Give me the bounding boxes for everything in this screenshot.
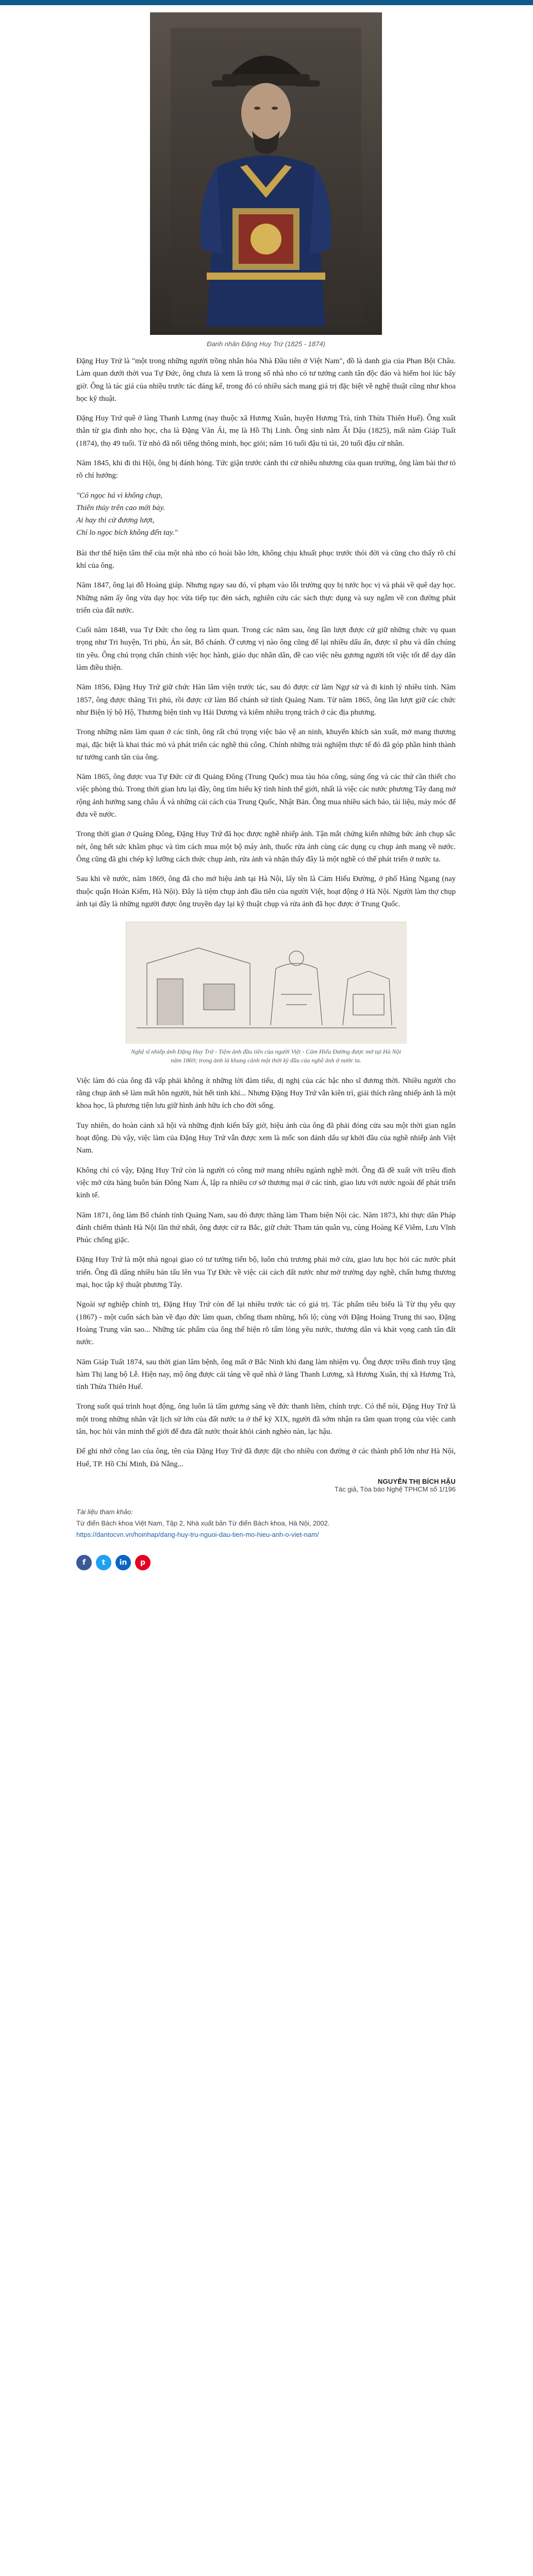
poem-line: Chỉ lo ngọc bích không đến tay.": [76, 528, 178, 537]
poem-line: Ai hay thi cử đương lượt,: [76, 516, 155, 524]
paragraph: Năm 1845, khi đi thi Hội, ông bị đánh hỏng. Tức giận trước cảnh thi cử nhiễu nhương của quan trường, ông làm bài thơ tỏ rõ chí hướng:: [76, 459, 456, 480]
reference-line: Từ điển Bách khoa Việt Nam, Tập 2, Nhà xuất bản Từ điển Bách khoa, Hà Nội, 2002.: [76, 1519, 330, 1527]
paragraph: Năm 1871, ông làm Bố chánh tỉnh Quảng Nam, sau đó được thăng làm Tham biện Nội các. Năm 1873, khi thực dân Pháp đánh chiếm thành Hà Nội lần thứ nhất, ông được cử ra Bắc, giữ chức Tham tán quân vụ, cùng Hoàng Kế Viêm, Lưu Vĩnh Phúc chống giặc.: [76, 1211, 456, 1245]
paragraph: Không chỉ có vậy, Đặng Huy Trứ còn là người có công mở mang nhiều ngành nghề mới. Ông đã đề xuất với triều đình việc mở cửa hàng buôn bán Đông Nam Á, lập ra nhiều cơ sở thương mại ở các tỉnh, giao lưu với nước ngoài để phát triển kinh tế.: [76, 1166, 456, 1200]
portrait-figure: [76, 12, 456, 348]
top-bar: [0, 0, 533, 5]
sketch-drawing: [126, 922, 407, 1044]
paragraph: Năm 1847, ông lại đỗ Hoàng giáp. Nhưng ngay sau đó, vì phạm vào lỗi trường quy bị tước học vị và phải về quê dạy học. Những năm ấy ông vừa dạy học vừa tiếp tục đèn sách, nghiên cứu các sách thực dụng và suy ngẫm về con đường phát triển của đất nước.: [76, 581, 456, 615]
twitter-icon[interactable]: t: [96, 1555, 111, 1570]
sketch-caption: Nghệ sĩ nhiếp ảnh Đặng Huy Trứ - Tiệm ảnh đầu tiên của người Việt - Cảm Hiếu Đường được mở tại Hà Nội năm 1869; trong ảnh là khung cảnh một thời kỳ đầu của nghề ảnh ở nước ta.: [131, 1048, 401, 1064]
poem: [76, 489, 456, 539]
poem-line: "Có ngọc há vì không chụp,: [76, 491, 163, 500]
share-bar: [76, 1555, 456, 1570]
references-label: Tài liệu tham khảo:: [76, 1507, 133, 1516]
paragraph: Việc làm đó của ông đã vấp phải không ít những lời đàm tiếu, dị nghị của các bậc nho sĩ đương thời. Nhiều người cho rằng chụp ảnh sẽ làm mất hồn người, hút hết tinh khí... Nhưng Đặng Huy Trứ vẫn kiên trì, giải thích rằng nhiếp ảnh là một khoa học, là phương tiện lưu giữ hình ảnh hữu ích cho đời sống.: [76, 1076, 456, 1110]
paragraph: Bài thơ thể hiện tâm thế của một nhà nho có hoài bão lớn, không chịu khuất phục trước thói đời và cũng cho thấy rõ chí khí của ông.: [76, 549, 456, 570]
paragraph: Trong suốt quá trình hoạt động, ông luôn là tấm gương sáng về đức thanh liêm, chính trực. Có thể nói, Đặng Huy Trứ là một trong những nhân vật lịch sử lớn của đất nước ta ở thế kỷ XIX, người đã sớm nhận ra tầm quan trọng của việc canh tân, học hỏi văn minh thế giới để đưa đất nước thoát khỏi cảnh nghèo nàn, lạc hậu.: [76, 1402, 456, 1436]
paragraph: Trong những năm làm quan ở các tỉnh, ông rất chú trọng việc bảo vệ an ninh, khuyến khích sản xuất, mở mang thương mại, đặc biệt là khai thác mỏ và phát triển các nghề thủ công. Chính những trải nghiệm thực tế đó đã góp phần hình thành tư tưởng canh tân của ông.: [76, 728, 456, 761]
paragraph: Đặng Huy Trứ quê ở làng Thanh Lương (nay thuộc xã Hương Xuân, huyện Hương Trà, tỉnh Thừa Thiên Huế). Ông xuất thân từ gia đình nho học, cha là Đặng Văn Ái, mẹ là Hồ Thị Linh. Ông sinh năm Ất Dậu (1825), mất năm Giáp Tuất (1874), thọ 49 tuổi. Từ nhỏ đã nổi tiếng thông minh, học giỏi; năm 16 tuổi đậu tú tài, 20 tuổi đậu cử nhân.: [76, 414, 456, 448]
article: [76, 12, 456, 1570]
sketch-figure: [126, 922, 406, 1065]
paragraph: Năm 1856, Đặng Huy Trứ giữ chức Hàn lâm viện trước tác, sau đó được cử làm Ngự sử và đi kinh lý nhiều tỉnh. Năm 1857, ông được thăng Tri phủ, rồi được cử làm Bố chánh sứ tỉnh Quảng Nam. Từ năm 1865, ông lần lượt giữ các chức như Biện lý bộ Hộ, Thương biện tỉnh vụ Hải Dương và kiêm nhiều trọng trách ở các địa phương.: [76, 683, 456, 717]
references: [76, 1506, 456, 1540]
article-body: [76, 355, 456, 1470]
poem-line: Thiên thủy trên cao mới bày.: [76, 503, 165, 512]
paragraph: Năm 1865, ông được vua Tự Đức cử đi Quảng Đông (Trung Quốc) mua tàu hỏa công, súng ống và các thứ cần thiết cho việc phòng thủ. Trong thời gian lưu lại đây, ông tìm hiểu kỹ tình hình thế giới, nhất là việc các nước phương Tây đang mở rộng ảnh hưởng sang châu Á và những cải cách của Trung Quốc, Nhật Bản. Ông mua nhiều sách báo, tài liệu, máy móc để đưa về nước.: [76, 773, 456, 819]
paragraph: Cuối năm 1848, vua Tự Đức cho ông ra làm quan. Trong các năm sau, ông lần lượt được cử giữ những chức vụ quan trọng như Tri huyện, Tri phủ, Án sát, Bố chánh. Ở cương vị nào ông cũng để lại nhiều dấu ấn, được sĩ phu và dân chúng tin yêu. Ông chú trọng chấn chỉnh việc học hành, giáo dục nhân dân, đề cao việc nêu gương người tốt việc tốt để dạy dân làm điều thiện.: [76, 626, 456, 672]
linkedin-icon[interactable]: in: [115, 1555, 131, 1570]
portrait-drawing: [150, 12, 382, 335]
author-name: NGUYỄN THỊ BÍCH HẬU: [377, 1477, 456, 1485]
portrait-image: [150, 12, 382, 335]
sketch-image: [126, 922, 406, 1043]
paragraph: Tuy nhiên, do hoàn cảnh xã hội và những định kiến bấy giờ, hiệu ảnh của ông đã phải đóng cửa sau một thời gian ngắn hoạt động. Dù vậy, việc làm của Đặng Huy Trứ vẫn được xem là mốc son đánh dấu sự khởi đầu của nghề nhiếp ảnh Việt Nam.: [76, 1121, 456, 1155]
paragraph: Đặng Huy Trứ là "một trong những người trồng nhân hóa Nhà Đầu tiên ở Việt Nam", đồ là danh gia của Phan Bội Châu. Làm quan dưới thời vua Tự Đức, ông chưa là xem là trong số nhà nho có tư tưởng canh tân độc đáo và hiếm hoi lúc bấy giờ. Ông là tác giả của nhiều trước tác đáng kể, trong đó có nhiều sách mang giá trị đặc biệt về nghệ thuật cũng như khoa học kỹ thuật.: [76, 357, 456, 403]
portrait-caption: Đanh nhân Đặng Huy Trứ (1825 - 1874): [207, 340, 325, 348]
reference-link[interactable]: https://dantocvn.vn/hoinhap/dang-huy-tru-nguoi-dau-tien-mo-hieu-anh-o-viet-nam/: [76, 1531, 319, 1539]
paragraph: Sau khi về nước, năm 1869, ông đã cho mở hiệu ảnh tại Hà Nội, lấy tên là Cảm Hiếu Đường, ở phố Hàng Ngang (nay thuộc quận Hoàn Kiếm, Hà Nội). Đây là tiệm chụp ảnh đầu tiên của người Việt, hoạt động ở Hà Nội. Người làm thợ chụp ảnh tại đây là những người được ông truyền dạy lại kỹ thuật chụp và rửa ảnh đã học được ở Trung Quốc.: [76, 875, 456, 908]
author-affiliation: Tác giả, Tòa báo Nghệ TPHCM số 1/196: [334, 1485, 456, 1493]
facebook-icon[interactable]: f: [76, 1555, 92, 1570]
paragraph: Để ghi nhớ công lao của ông, tên của Đặng Huy Trứ đã được đặt cho nhiều con đường ở các thành phố lớn như Hà Nội, Huế, TP. Hồ Chí Minh, Đà Nẵng...: [76, 1447, 456, 1468]
paragraph: Ngoài sự nghiệp chính trị, Đặng Huy Trứ còn để lại nhiều trước tác có giá trị. Tác phẩm tiêu biểu là Từ thụ yếu quy (1867) - một cuốn sách bàn về đạo đức làm quan, chống tham nhũng, hối lộ; cùng với Đặng Hoàng Trung thi sao, Đặng Hoàng Trung văn sao... Những tác phẩm của ông thể hiện rõ tấm lòng yêu nước, thương dân và khát vọng canh tân đất nước.: [76, 1300, 456, 1347]
paragraph: Đặng Huy Trứ là một nhà ngoại giao có tư tưởng tiến bộ, luôn chủ trương phải mở cửa, giao lưu học hỏi các nước phát triển. Ông đã dâng nhiều bản tấu lên vua Tự Đức về việc cải cách đất nước như mở trường dạy nghề, chấn hưng thương mại, học tập kỹ thuật phương Tây.: [76, 1256, 456, 1290]
pinterest-icon[interactable]: p: [135, 1555, 151, 1570]
paragraph: Năm Giáp Tuất 1874, sau thời gian lâm bệnh, ông mất ở Bắc Ninh khi đang làm nhiệm vụ. Ông được triều đình truy tặng hàm Thị lang bộ Lễ. Hiện nay, mộ ông được cải táng về quê nhà ở làng Thanh Lương, xã Hương Xuân, thị xã Hương Trà, tỉnh Thừa Thiên Huế.: [76, 1358, 456, 1392]
paragraph: Trong thời gian ở Quảng Đông, Đặng Huy Trứ đã học được nghề nhiếp ảnh. Tận mắt chứng kiến những bức ảnh chụp sắc nét, ông hết sức khâm phục và tìm cách mua một bộ máy ảnh, thuốc rửa ảnh cùng các dụng cụ chụp ảnh mang về nước. Ông cũng đã ghi chép kỹ lưỡng cách thức chụp ảnh, rửa ảnh và nhận thấy đây là một nghề có thể phát triển ở nước ta.: [76, 830, 456, 863]
